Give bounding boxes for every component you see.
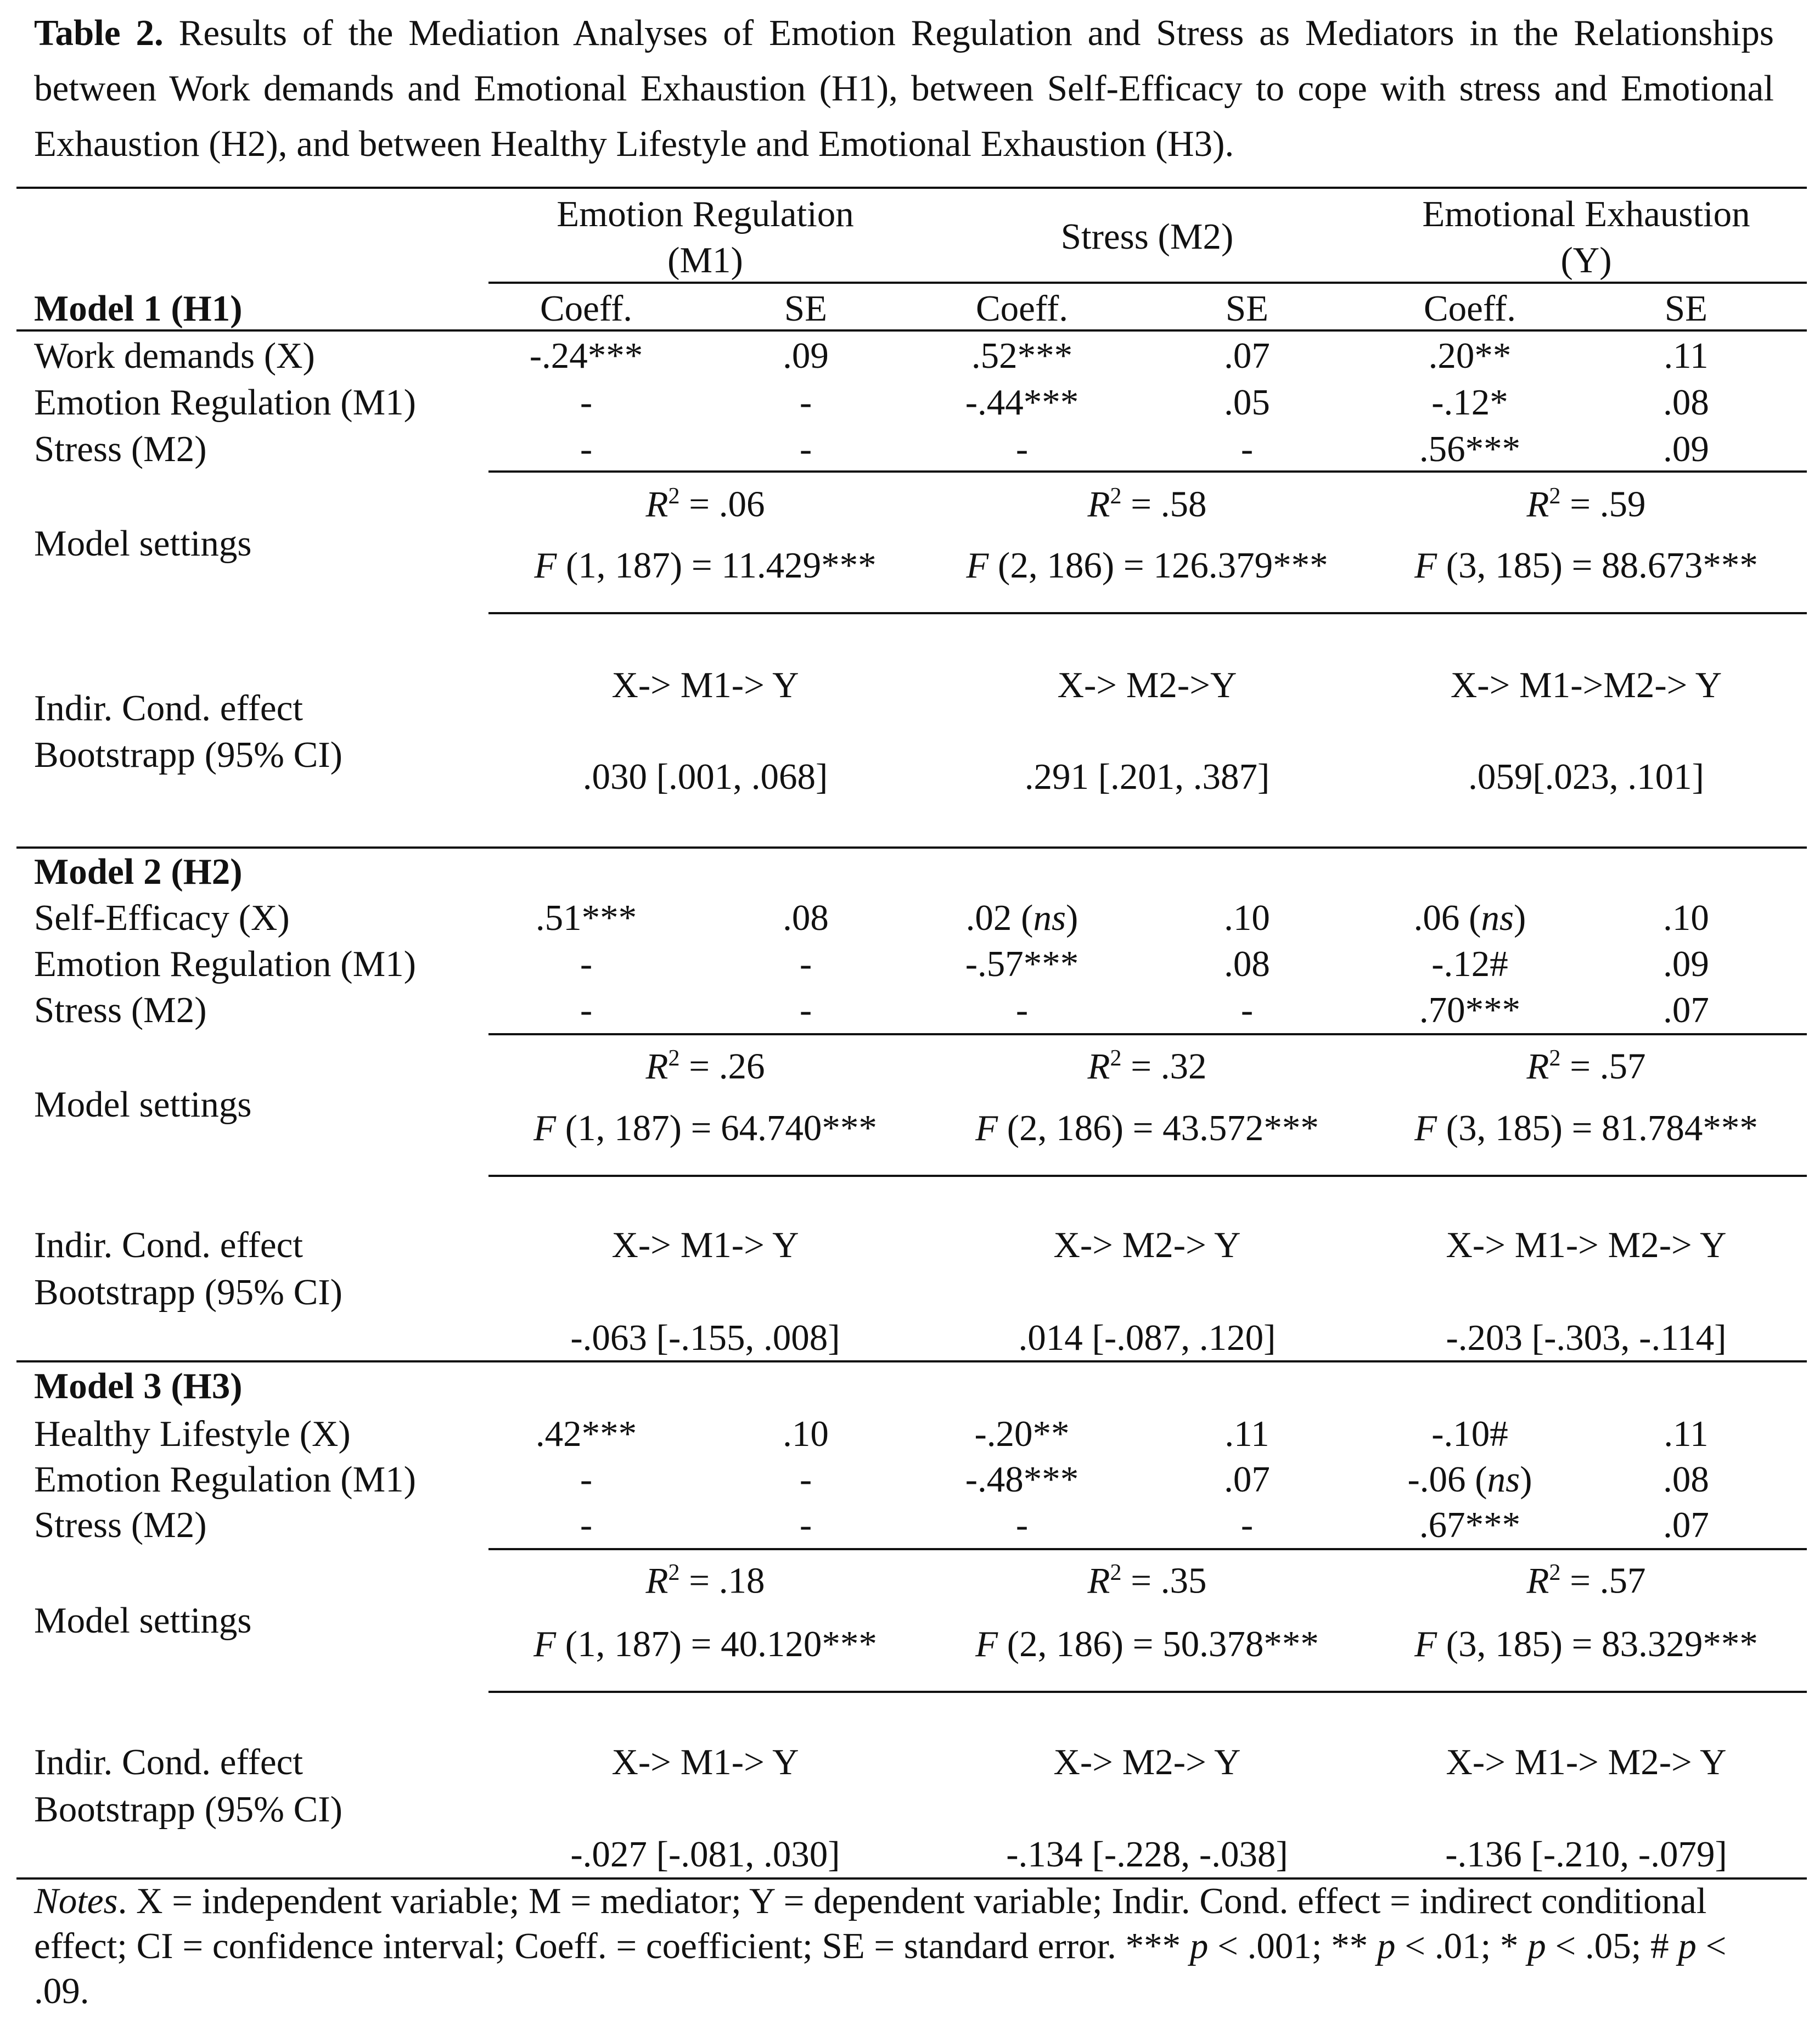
ns-marker: ns xyxy=(1481,898,1514,938)
notes-threshold-3: < .05; # xyxy=(1546,1926,1678,1966)
row-label: Emotion Regulation (M1) xyxy=(34,382,416,423)
cell-y-coef: .20** xyxy=(1428,335,1512,376)
table-caption xyxy=(34,5,1774,172)
r2-letter: R xyxy=(1526,484,1549,525)
notes-text: . X = independent variable; M = mediator; Y = dependent variable; Indir. Cond. effect = indirect conditional effect; CI = confidence interval; Coeff. = coefficient; SE = standard error. *** xyxy=(34,1881,1707,1966)
f-value: (1, 187) = 11.429*** xyxy=(557,545,877,586)
cell-y-se: .09 xyxy=(1663,429,1709,469)
cell-y-coef: .70*** xyxy=(1419,990,1521,1030)
cell-y-coef: -.10# xyxy=(1431,1414,1508,1454)
r2-letter: R xyxy=(1087,484,1110,525)
cell-m2-coef: -.20** xyxy=(974,1414,1070,1454)
cell-m2-coef: - xyxy=(1015,990,1029,1030)
f-y xyxy=(1414,1622,1758,1666)
r2-m1 xyxy=(646,474,765,526)
f-value: (1, 187) = 40.120*** xyxy=(556,1624,877,1664)
header-se-m2: SE xyxy=(1225,288,1269,329)
cell-m2-se: .07 xyxy=(1224,335,1270,376)
cell-y-coef: .56*** xyxy=(1419,429,1521,469)
cell-m1-coef: - xyxy=(580,990,593,1030)
r2-letter: R xyxy=(1087,1046,1110,1087)
r2-m2 xyxy=(1088,1036,1207,1088)
cell-m2-se: - xyxy=(1240,990,1254,1030)
notes-threshold-4: < .09. xyxy=(34,1926,1727,2011)
p-symbol: p xyxy=(1678,1926,1697,1966)
row-label: Self-Efficacy (X) xyxy=(34,898,290,938)
cell-y-se: .08 xyxy=(1663,382,1709,423)
table-notes xyxy=(34,1878,1763,2014)
r2-value: = .57 xyxy=(1560,1560,1646,1601)
cell-y-coef: .67*** xyxy=(1419,1505,1521,1545)
f-letter: F xyxy=(1414,1108,1437,1148)
r2-y xyxy=(1527,474,1646,526)
model-settings-label: Model settings xyxy=(34,523,252,564)
header-coeff-y: Coeff. xyxy=(1423,288,1516,329)
cell-y-coef: -.12* xyxy=(1431,382,1508,423)
path-m2: X-> M2-> Y xyxy=(1053,1742,1241,1782)
settings-bottom-rule xyxy=(488,612,1807,614)
header-se-m1: SE xyxy=(784,288,828,329)
path-y: X-> M1-> M2-> Y xyxy=(1446,1225,1727,1265)
r2-value: = .58 xyxy=(1121,484,1207,525)
cell-m1-se: - xyxy=(799,1505,812,1545)
effect-m1: -.027 [-.081, .030] xyxy=(570,1834,840,1875)
r2-letter: R xyxy=(645,484,669,525)
cell-y-se: .07 xyxy=(1663,1505,1709,1545)
cell-y-se: .09 xyxy=(1663,944,1709,984)
row-label: Stress (M2) xyxy=(34,990,207,1030)
cell-m1-se: - xyxy=(799,944,812,984)
cell-m1-coef: - xyxy=(580,382,593,423)
cell-m2-coef: .02 (ns) xyxy=(965,898,1078,938)
r2-m1 xyxy=(646,1036,765,1088)
cell-m2-se: .05 xyxy=(1224,382,1270,423)
model-divider-rule xyxy=(16,846,1807,849)
r2-letter: R xyxy=(645,1560,669,1601)
model-title: Model 3 (H3) xyxy=(34,1366,243,1406)
ns-marker: ns xyxy=(1487,1459,1520,1500)
r2-superscript: 2 xyxy=(668,1046,680,1071)
r2-superscript: 2 xyxy=(1110,1560,1122,1585)
path-y: X-> M1->M2-> Y xyxy=(1450,665,1722,705)
cell-m2-se: - xyxy=(1240,429,1254,469)
row-label: Emotion Regulation (M1) xyxy=(34,944,416,984)
f-value: (2, 186) = 43.572*** xyxy=(998,1108,1319,1148)
indir-label-line2: Bootstrapp (95% CI) xyxy=(34,734,342,775)
r2-letter: R xyxy=(1087,1560,1110,1601)
r2-superscript: 2 xyxy=(1549,1560,1561,1585)
r2-value: = .35 xyxy=(1121,1560,1207,1601)
cell-m1-se: - xyxy=(799,1459,812,1500)
r2-y xyxy=(1527,1036,1646,1088)
model-title: Model 1 (H1) xyxy=(34,288,243,329)
f-m2 xyxy=(975,1622,1319,1666)
cell-y-coef: .06 (ns) xyxy=(1413,898,1526,938)
cell-m2-se: - xyxy=(1240,1505,1254,1545)
model-settings-label: Model settings xyxy=(34,1600,252,1641)
r2-letter: R xyxy=(1526,1560,1549,1601)
path-m2: X-> M2-> Y xyxy=(1053,1225,1241,1265)
cell-m2-coef: -.48*** xyxy=(965,1459,1079,1500)
cell-m1-coef: - xyxy=(580,944,593,984)
f-letter: F xyxy=(966,545,989,586)
indir-label-line2: Bootstrapp (95% CI) xyxy=(34,1789,342,1830)
r2-m2 xyxy=(1088,474,1207,526)
r2-y xyxy=(1527,1551,1646,1602)
r2-value: = .59 xyxy=(1560,484,1646,525)
p-symbol: p xyxy=(1377,1926,1396,1966)
f-letter: F xyxy=(533,1108,557,1148)
effect-m2: -.134 [-.228, -.038] xyxy=(1006,1834,1288,1875)
f-value: (1, 187) = 64.740*** xyxy=(556,1108,877,1148)
f-letter: F xyxy=(1414,545,1437,586)
cell-y-se: .08 xyxy=(1663,1459,1709,1500)
cell-m1-coef: - xyxy=(580,1459,593,1500)
f-value: (2, 186) = 126.379*** xyxy=(988,545,1328,586)
cell-m1-coef: - xyxy=(580,1505,593,1545)
row-label: Healthy Lifestyle (X) xyxy=(34,1414,351,1454)
row-label: Stress (M2) xyxy=(34,429,207,469)
f-value: (2, 186) = 50.378*** xyxy=(998,1624,1319,1664)
cell-m1-se: .10 xyxy=(783,1414,829,1454)
header-mid-rule xyxy=(488,282,1807,284)
f-value: (3, 185) = 88.673*** xyxy=(1437,545,1758,586)
p-symbol: p xyxy=(1527,1926,1546,1966)
cell-m2-se: .07 xyxy=(1224,1459,1270,1500)
f-letter: F xyxy=(975,1108,998,1148)
settings-rule xyxy=(488,470,1807,473)
r2-m1 xyxy=(646,1551,765,1602)
f-letter: F xyxy=(533,1624,557,1664)
effect-m2: .291 [.201, .387] xyxy=(1024,756,1270,797)
cell-m2-se: .08 xyxy=(1224,944,1270,984)
row-label: Work demands (X) xyxy=(34,335,315,376)
caption-text: Results of the Mediation Analyses of Emotion Regulation and Stress as Mediators in the Relationships between Work demands and Emotional Exhaustion (H1), between Self-Efficacy to cope with stress and Emotional Exhaustion (H2), and between Healthy Lifestyle and Emotional Exhaustion (H3). xyxy=(34,13,1774,164)
f-value: (3, 185) = 83.329*** xyxy=(1437,1624,1758,1664)
row-label: Stress (M2) xyxy=(34,1505,207,1545)
cell-y-se: .11 xyxy=(1664,1414,1709,1454)
row-label: Emotion Regulation (M1) xyxy=(34,1459,416,1500)
r2-superscript: 2 xyxy=(668,1560,680,1585)
header-m1-line2: (M1) xyxy=(667,240,743,281)
settings-bottom-rule xyxy=(488,1175,1807,1177)
cell-m1-se: - xyxy=(799,990,812,1030)
f-value: (3, 185) = 81.784*** xyxy=(1437,1108,1758,1148)
header-y-line2: (Y) xyxy=(1560,240,1612,281)
path-m2: X-> M2->Y xyxy=(1057,665,1237,705)
cell-m2-coef: -.44*** xyxy=(965,382,1079,423)
cell-y-se: .11 xyxy=(1664,335,1709,376)
r2-letter: R xyxy=(645,1046,669,1087)
model-divider-rule xyxy=(16,1360,1807,1362)
effect-m1: .030 [.001, .068] xyxy=(582,756,828,797)
r2-m2 xyxy=(1088,1551,1207,1602)
coef-value: -.06 ( xyxy=(1407,1459,1487,1500)
cell-m2-coef: .52*** xyxy=(971,335,1073,376)
f-letter: F xyxy=(1414,1624,1437,1664)
effect-y: .059[.023, .101] xyxy=(1468,756,1704,797)
r2-superscript: 2 xyxy=(1549,484,1561,509)
cell-m2-se: .11 xyxy=(1224,1414,1269,1454)
cell-m2-coef: - xyxy=(1015,1505,1029,1545)
effect-y: -.136 [-.210, -.079] xyxy=(1445,1834,1727,1875)
f-letter: F xyxy=(975,1624,998,1664)
r2-value: = .06 xyxy=(679,484,765,525)
cell-y-se: .07 xyxy=(1663,990,1709,1030)
p-symbol: p xyxy=(1189,1926,1209,1966)
header-coeff-m2: Coeff. xyxy=(975,288,1069,329)
cell-m1-coef: - xyxy=(580,429,593,469)
r2-letter: R xyxy=(1526,1046,1549,1087)
f-y xyxy=(1414,543,1758,587)
header-bottom-rule xyxy=(16,329,1807,332)
settings-rule xyxy=(488,1548,1807,1550)
notes-label: Notes xyxy=(34,1881,118,1921)
r2-value: = .26 xyxy=(679,1046,765,1087)
path-m1: X-> M1-> Y xyxy=(611,1742,799,1782)
caption-label: Table 2. xyxy=(34,13,164,53)
ns-marker: ns xyxy=(1033,898,1066,938)
cell-y-se: .10 xyxy=(1663,898,1709,938)
f-m2 xyxy=(966,543,1328,587)
indir-label-line2: Bootstrapp (95% CI) xyxy=(34,1272,342,1313)
r2-value: = .18 xyxy=(679,1560,765,1601)
f-y xyxy=(1414,1106,1758,1150)
f-letter: F xyxy=(534,545,557,586)
f-m1 xyxy=(533,1622,877,1666)
indir-label-line1: Indir. Cond. effect xyxy=(34,688,303,728)
model-settings-label: Model settings xyxy=(34,1084,252,1125)
cell-m2-se: .10 xyxy=(1224,898,1270,938)
r2-superscript: 2 xyxy=(668,484,680,509)
model-title: Model 2 (H2) xyxy=(34,851,243,892)
cell-m2-coef: - xyxy=(1015,429,1029,469)
r2-superscript: 2 xyxy=(1110,484,1122,509)
header-se-y: SE xyxy=(1664,288,1708,329)
coef-value: .06 ( xyxy=(1413,898,1481,938)
cell-m1-se: .09 xyxy=(783,335,829,376)
indir-label-line1: Indir. Cond. effect xyxy=(34,1225,303,1265)
r2-superscript: 2 xyxy=(1110,1046,1122,1071)
cell-m1-se: - xyxy=(799,429,812,469)
header-coeff-m1: Coeff. xyxy=(540,288,633,329)
cell-m2-coef: -.57*** xyxy=(965,944,1079,984)
notes-threshold-1: < .001; ** xyxy=(1208,1926,1378,1966)
cell-m1-se: - xyxy=(799,382,812,423)
effect-m2: .014 [-.087, .120] xyxy=(1018,1317,1276,1358)
cell-y-coef: -.06 (ns) xyxy=(1407,1459,1532,1500)
r2-superscript: 2 xyxy=(1549,1046,1561,1071)
r2-value: = .32 xyxy=(1121,1046,1207,1087)
cell-m1-coef: .42*** xyxy=(535,1414,637,1454)
path-y: X-> M1-> M2-> Y xyxy=(1446,1742,1727,1782)
notes-threshold-2: < .01; * xyxy=(1395,1926,1528,1966)
f-m1 xyxy=(533,1106,877,1150)
cell-m1-coef: .51*** xyxy=(535,898,637,938)
cell-m1-coef: -.24*** xyxy=(529,335,643,376)
settings-rule xyxy=(488,1033,1807,1035)
header-m2: Stress (M2) xyxy=(1060,216,1234,257)
header-y-line1: Emotional Exhaustion xyxy=(1422,194,1750,234)
settings-bottom-rule xyxy=(488,1691,1807,1693)
f-m2 xyxy=(975,1106,1319,1150)
cell-m1-se: .08 xyxy=(783,898,829,938)
cell-y-coef: -.12# xyxy=(1431,944,1508,984)
f-m1 xyxy=(534,543,876,587)
indir-label-line1: Indir. Cond. effect xyxy=(34,1742,303,1782)
effect-m1: -.063 [-.155, .008] xyxy=(570,1317,840,1358)
top-rule xyxy=(16,187,1807,189)
header-m1-line1: Emotion Regulation xyxy=(557,194,854,234)
path-m1: X-> M1-> Y xyxy=(611,1225,799,1265)
coef-value: .02 ( xyxy=(965,898,1033,938)
effect-y: -.203 [-.303, -.114] xyxy=(1446,1317,1727,1358)
r2-value: = .57 xyxy=(1560,1046,1646,1087)
path-m1: X-> M1-> Y xyxy=(611,665,799,705)
